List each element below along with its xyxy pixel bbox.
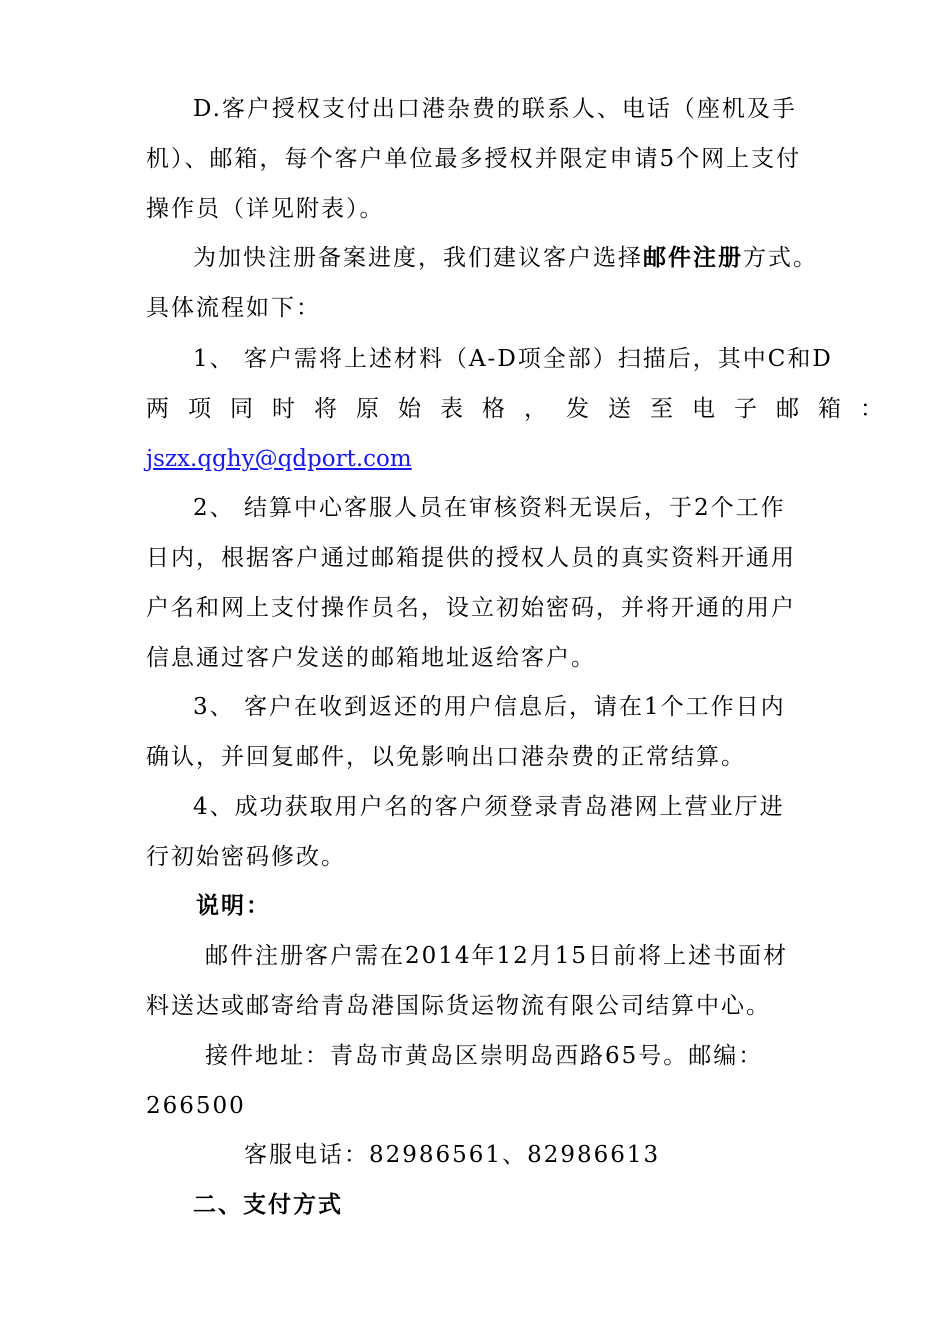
step-1-line-2: 两项同时将原始表格，发送至电子邮箱：	[146, 396, 902, 422]
suggestion-line-2: 具体流程如下：	[146, 295, 321, 321]
step-1-email-line	[146, 444, 412, 474]
note-heading: 说明：	[196, 892, 271, 919]
postcode-line: 266500	[146, 1093, 246, 1119]
email-link[interactable]: jszx.qghy@qdport.com	[146, 446, 412, 472]
step-2-line-4: 信息通过客户发送的邮箱地址返给客户。	[146, 645, 596, 671]
note-line-2: 料送达或邮寄给青岛港国际货运物流有限公司结算中心。	[146, 993, 771, 1019]
section-heading-payment: 二、支付方式	[193, 1191, 343, 1218]
step-1-line-1: 1、 客户需将上述材料（A-D项全部）扫描后，其中C和D	[193, 346, 833, 372]
step-2-line-1: 2、 结算中心客服人员在审核资料无误后，于2个工作	[193, 495, 786, 521]
address-line-1: 接件地址：青岛市黄岛区崇明岛西路65号。邮编：	[205, 1043, 764, 1069]
suggestion-bold-method: 邮件注册	[643, 244, 743, 271]
note-line-1: 邮件注册客户需在2014年12月15日前将上述书面材	[205, 943, 789, 969]
item-d-line-1: D.客户授权支付出口港杂费的联系人、电话（座机及手	[193, 96, 797, 122]
suggestion-paragraph	[193, 243, 818, 273]
item-d-line-3: 操作员（详见附表）。	[146, 196, 385, 222]
step-3-line-2: 确认，并回复邮件，以免影响出口港杂费的正常结算。	[146, 744, 746, 770]
suggestion-prefix: 为加快注册备案进度，我们建议客户选择	[193, 245, 643, 271]
service-phone-line: 客服电话：82986561、82986613	[244, 1142, 661, 1168]
step-4-line-1: 4、成功获取用户名的客户须登录青岛港网上营业厅进	[193, 794, 785, 820]
step-2-line-2: 日内，根据客户通过邮箱提供的授权人员的真实资料开通用	[146, 545, 796, 571]
step-4-line-2: 行初始密码修改。	[146, 844, 346, 870]
step-2-line-3: 户名和网上支付操作员名，设立初始密码，并将开通的用户	[146, 595, 796, 621]
item-d-line-2: 机）、邮箱，每个客户单位最多授权并限定申请5个网上支付	[146, 146, 802, 172]
suggestion-suffix: 方式。	[743, 245, 818, 271]
step-3-line-1: 3、 客户在收到返还的用户信息后，请在1个工作日内	[193, 694, 786, 720]
